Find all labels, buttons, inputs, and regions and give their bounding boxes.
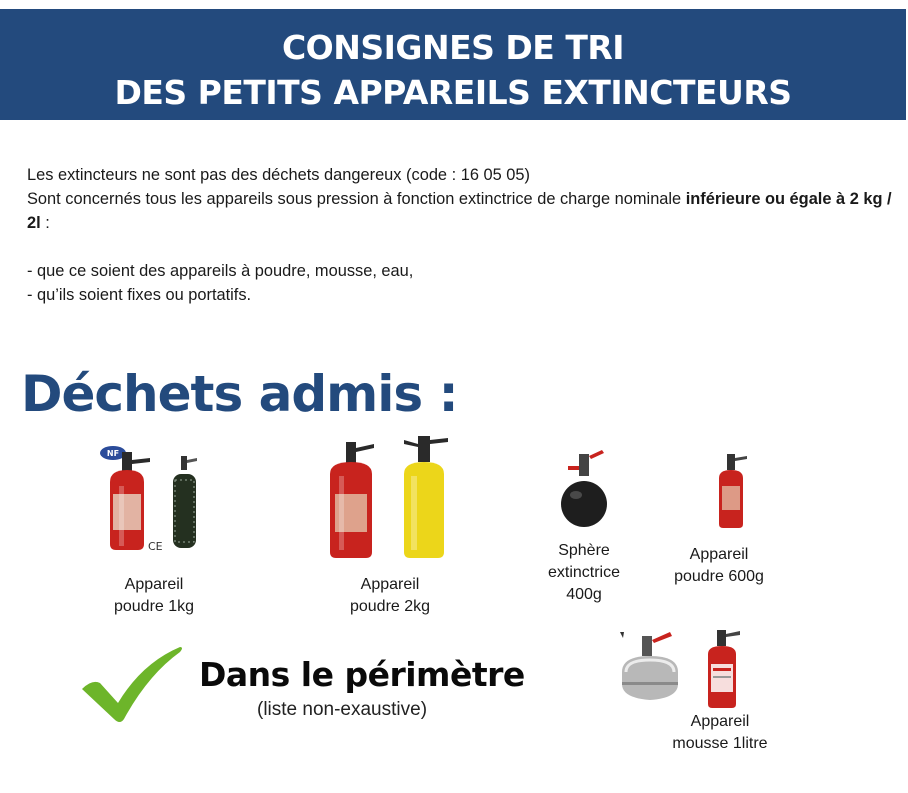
item-caption-line: poudre 2kg	[349, 598, 431, 615]
item-caption-line: mousse 1litre	[672, 735, 768, 752]
extinguisher-sphere-icon	[558, 448, 614, 532]
header-title-line2: DES PETITS APPAREILS EXTINCTEURS	[114, 73, 792, 112]
item-caption-line: extinctrice	[547, 564, 621, 581]
intro-bullet-types: - que ce soient des appareils à poudre, mousse, eau,	[27, 262, 414, 280]
item-caption-line: poudre 600g	[674, 568, 764, 585]
intro-bullet-mounting: - qu’ils soient fixes ou portatifs.	[27, 286, 252, 304]
item-caption-line: Appareil	[689, 546, 749, 563]
fire-extinguisher-icon	[322, 432, 452, 562]
item-powder-2kg-caption	[332, 574, 448, 618]
item-caption-line: Appareil	[360, 576, 420, 593]
fire-extinguisher-icon	[714, 452, 750, 530]
intro-paragraph-code: Les extincteurs ne sont pas des déchets dangereux (code : 16 05 05)	[27, 166, 530, 184]
section-title: Déchets admis :	[21, 365, 458, 423]
intro-text	[27, 163, 897, 307]
intro-scope-text: Sont concernés tous les appareils sous pression à fonction extinctrice de charge nominale	[27, 190, 686, 208]
item-caption-line: poudre 1kg	[113, 598, 195, 615]
nf-badge: NF	[106, 449, 120, 458]
scope-note: (liste non-exaustive)	[257, 699, 428, 720]
fire-extinguisher-icon	[96, 442, 206, 554]
intro-paragraph-scope	[27, 187, 897, 235]
item-foam-1litre-caption	[662, 711, 778, 755]
header-banner	[0, 9, 906, 120]
item-powder-1kg-caption	[96, 574, 212, 618]
ce-mark: CE	[148, 540, 163, 553]
item-caption-line: Appareil	[124, 576, 184, 593]
header-title-line1: CONSIGNES DE TRI	[281, 28, 625, 67]
check-mark-icon	[80, 643, 184, 725]
item-caption-line: Appareil	[690, 713, 750, 730]
item-caption-line: Sphère	[558, 542, 610, 559]
intro-spacer	[27, 235, 897, 259]
extinguisher-sphere-icon	[618, 628, 688, 704]
item-sphere-400g-caption	[530, 540, 638, 606]
intro-scope-limit: inférieure ou égale à 2 kg / 2l	[27, 190, 892, 232]
item-powder-600g-caption	[664, 544, 774, 588]
intro-scope-colon: :	[40, 214, 50, 232]
fire-extinguisher-icon	[702, 626, 744, 710]
scope-title: Dans le périmètre	[199, 655, 525, 694]
item-caption-line: 400g	[566, 586, 602, 603]
